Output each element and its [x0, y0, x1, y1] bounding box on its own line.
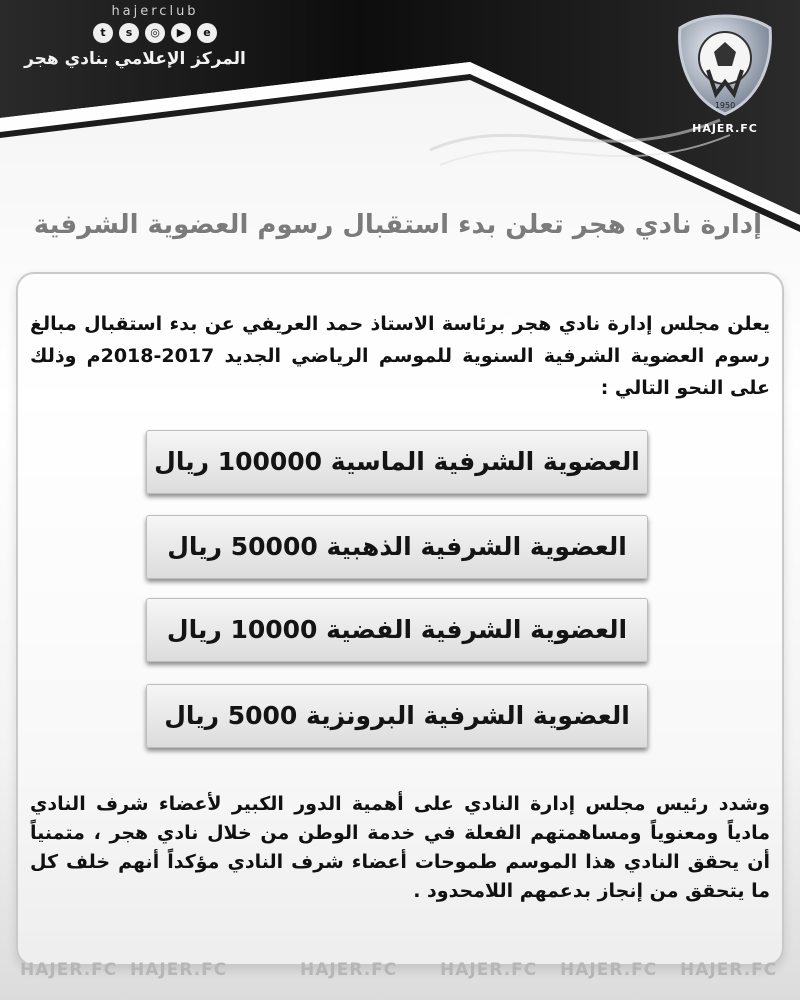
tier-gold: العضوية الشرفية الذهبية 50000 ريال: [146, 515, 648, 579]
header-branding: [10, 4, 260, 69]
twitter-icon[interactable]: t: [93, 23, 113, 43]
footer-watermark: HAJER.FC: [440, 960, 538, 980]
footer-watermark: HAJER.FC: [130, 960, 228, 980]
svg-text:1950: 1950: [714, 101, 736, 110]
brand-handle: hajerclub: [111, 4, 199, 19]
tier-silver: العضوية الشرفية الفضية 10000 ريال: [146, 598, 648, 662]
closing-paragraph: وشدد رئيس مجلس إدارة النادي على أهمية الدور الكبير لأعضاء شرف النادي مادياً ومعنوياً ومساهمتهم الفعلة في خدمة الوطن من خلال نادي هجر ، متمنياً أن يحقق النادي هذا الموسم طموحات أعضاء شرف النادي مؤكداً أنهم خلف كل ما يتحقق من إنجاز بدعمهم اللامحدود .: [30, 793, 770, 902]
instagram-icon[interactable]: ◎: [145, 23, 165, 43]
club-name-label: HAJER.FC: [692, 122, 758, 135]
web-icon[interactable]: e: [197, 23, 217, 43]
footer-watermark: HAJER.FC: [20, 960, 118, 980]
tier-bronze: العضوية الشرفية البرونزية 5000 ريال: [146, 684, 648, 748]
social-icons: [50, 23, 260, 43]
youtube-icon[interactable]: ▶: [171, 23, 191, 43]
snapchat-icon[interactable]: s: [119, 23, 139, 43]
club-crest-icon: [670, 10, 780, 120]
club-logo: [665, 10, 785, 135]
page-title: إدارة نادي هجر تعلن بدء استقبال رسوم العضوية الشرفية: [33, 210, 762, 240]
tier-diamond: العضوية الشرفية الماسية 100000 ريال: [146, 430, 648, 494]
footer-watermark: HAJER.FC: [300, 960, 398, 980]
media-center-label: المركز الإعلامي بنادي هجر: [24, 49, 246, 69]
intro-paragraph: يعلن مجلس إدارة نادي هجر برئاسة الاستاذ حمد العريفي عن بدء استقبال مبالغ رسوم العضوية الشرفية السنوية للموسم الرياضي الجديد 2017-2018م وذلك على النحو التالي :: [30, 313, 770, 399]
footer-watermark: HAJER.FC: [560, 960, 658, 980]
footer-watermark: HAJER.FC: [680, 960, 778, 980]
